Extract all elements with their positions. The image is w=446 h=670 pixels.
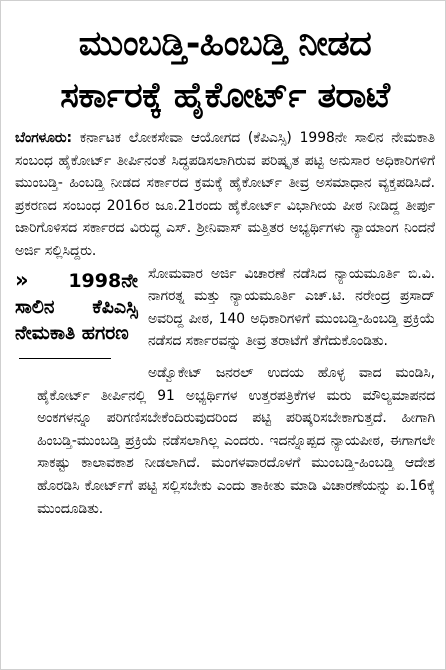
pull-quote-mark: »	[15, 267, 29, 292]
headline-line-1: ಮುಂಬಡ್ತಿ-ಹಿಂಬಡ್ತಿ ನೀಡದ	[78, 24, 372, 64]
headline-line-2: ಸರ್ಕಾರಕ್ಕೆ ಹೈಕೋರ್ಟ್ ತರಾಟೆ	[60, 76, 390, 116]
dateline: ಬೆಂಗಳೂರು:	[15, 130, 73, 146]
pull-quote	[15, 267, 138, 359]
paragraph-1	[15, 127, 435, 263]
article-body	[15, 127, 435, 520]
paragraph-3: ಅಡ್ವೊಕೇಟ್ ಜನರಲ್ ಉದಯ ಹೊಳ್ಳ ವಾದ ಮಂಡಿಸಿ, ಹೈಕೋರ್ಟ್ ತೀರ್ಪಿನಲ್ಲಿ 91 ಅಭ್ಯರ್ಥಿಗಳ ಉತ್ತರಪತ್ರಿಕೆಗಳ ಮರು ಮೌಲ್ಯಮಾಪನದ ಅಂಕಗಳನ್ನೂ ಪರಿಗಣಿಸಬೇಕೆಂದಿರುವುದರಿಂದ ಪಟ್ಟಿ ಪರಿಷ್ಕರಿಸಬೇಕಾಗುತ್ತದೆ. ಹೀಗಾಗಿ ಹಿಂಬಡ್ತಿ-ಮುಂಬಡ್ತಿ ಪ್ರಕ್ರಿಯೆ ನಡೆಸಲಾಗಿಲ್ಲ ಎಂದರು. ಇದನ್ನೊಪ್ಪದ ನ್ಯಾಯಪೀಠ, ಈಗಾಗಲೇ ಸಾಕಷ್ಟು ಕಾಲಾವಕಾಶ ನೀಡಲಾಗಿದೆ. ಮಂಗಳವಾರದೊಳಗೆ ಮುಂಬಡ್ತಿ-ಹಿಂಬಡ್ತಿ ಆದೇಶ ಹೊರಡಿಸಿ ಕೋರ್ಟ್‌ಗೆ ಪಟ್ಟಿ ಸಲ್ಲಿಸಬೇಕು ಎಂದು ತಾಕೀತು ಮಾಡಿ ವಿಚಾರಣೆಯನ್ನು ಏ.16ಕ್ಕೆ ಮುಂದೂಡಿತು.	[37, 364, 435, 517]
paragraph-2: ಸೋಮವಾರ ಅರ್ಜಿ ವಿಚಾರಣೆ ನಡೆಸಿದ ನ್ಯಾಯಮೂರ್ತಿ ಬಿ.ವಿ. ನಾಗರತ್ನ ಮತ್ತು ನ್ಯಾಯಮೂರ್ತಿ ಎಚ್.ಟಿ. ನರೇಂದ್ರ ಪ್ರಸಾದ್ ಅವರಿದ್ದ ಪೀಠ, 140 ಅಧಿಕಾರಿಗಳಿಗೆ ಮುಂಬಡ್ತಿ-ಹಿಂಬಡ್ತಿ ಪ್ರಕ್ರಿಯೆ ನಡೆಸದ ಸರ್ಕಾರವನ್ನು ತೀವ್ರ ತರಾಟೆಗೆ ತೆಗೆದುಕೊಂಡಿತು.	[148, 265, 435, 350]
pull-quote-text: 1998ನೇ ಸಾಲಿನ ಕೆಪಿಎಸ್ಸಿ ನೇಮಕಾತಿ ಹಗರಣ	[15, 269, 138, 344]
pull-quote-rule	[19, 358, 111, 359]
paragraph-1-text: ಕರ್ನಾಟಕ ಲೋಕಸೇವಾ ಆಯೋಗದ (ಕೆಪಿಎಸ್ಸಿ) 1998ನೇ ಸಾಲಿನ ನೇಮಕಾತಿ ಸಂಬಂಧ ಹೈಕೋರ್ಟ್ ತೀರ್ಪಿನಂತೆ ಸಿದ್ಧಪಡಿಸಲಾಗಿರುವ ಪರಿಷ್ಕೃತ ಪಟ್ಟಿ ಅನುಸಾರ ಅಧಿಕಾರಿಗಳಿಗೆ ಮುಂಬಡ್ತಿ- ಹಿಂಬಡ್ತಿ ನೀಡದ ಸರ್ಕಾರದ ಕ್ರಮಕ್ಕೆ ಹೈಕೋರ್ಟ್ ತೀವ್ರ ಅಸಮಾಧಾನ ವ್ಯಕ್ತಪಡಿಸಿದೆ. ಪ್ರಕರಣದ ಸಂಬಂಧ 2016ರ ಜೂ.21ರಂದು ಹೈಕೋರ್ಟ್ ವಿಭಾಗೀಯ ಪೀಠ ನೀಡಿದ್ದ ತೀರ್ಪು ಜಾರಿಗೊಳಿಸದ ಸರ್ಕಾರದ ವಿರುದ್ಧ ಎಸ್. ಶ್ರೀನಿವಾಸ್ ಮತ್ತಿತರ ಅಭ್ಯರ್ಥಿಗಳು ನ್ಯಾಯಾಂಗ ನಿಂದನೆ ಅರ್ಜಿ ಸಲ್ಲಿಸಿದ್ದರು.	[15, 130, 435, 259]
